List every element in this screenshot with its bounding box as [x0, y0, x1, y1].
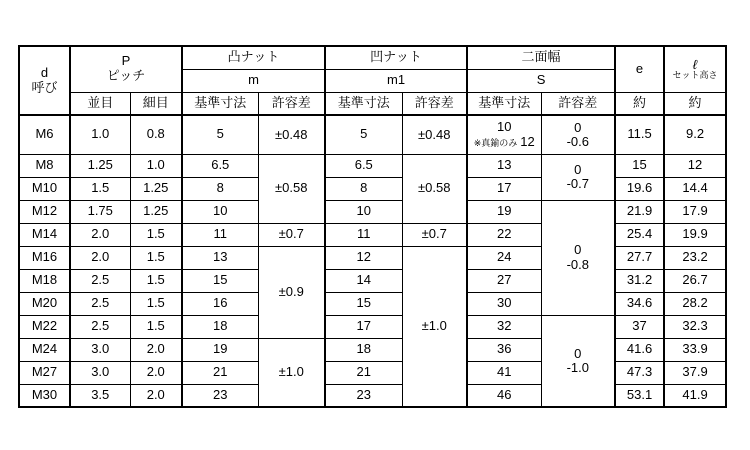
- table-row: [19, 177, 726, 200]
- header-pitch-label: ピッチ: [106, 68, 146, 84]
- brass-only-value: 12: [520, 134, 535, 150]
- header-m1-symbol: m1: [325, 69, 467, 92]
- cell-set-height: 12: [664, 154, 726, 177]
- table-row: [19, 223, 726, 246]
- cell-pitch-fine: 0.8: [130, 115, 182, 154]
- tolerance-line: -0.7: [566, 176, 589, 191]
- header-set-height-symbol: ℓ: [692, 56, 698, 72]
- cell-set-height: 26.7: [664, 269, 726, 292]
- table-row: [19, 269, 726, 292]
- cell-m-base: 13: [182, 246, 258, 269]
- cell-set-height: 23.2: [664, 246, 726, 269]
- cell-e: 11.5: [615, 115, 664, 154]
- table-row: [19, 246, 726, 269]
- cell-s-tolerance: [541, 115, 615, 154]
- cell-pitch-fine: 1.5: [130, 269, 182, 292]
- tolerance-line: -0.6: [566, 133, 589, 149]
- cell-pitch-coarse: 3.0: [70, 361, 130, 384]
- header-d: [19, 46, 70, 115]
- tolerance-line: ±0.48: [275, 126, 308, 142]
- cell-set-height: 41.9: [664, 384, 726, 407]
- header-width-across-flats: 二面幅: [467, 46, 615, 69]
- header-pitch-fine: 細目: [130, 92, 182, 115]
- tolerance-line: ±0.58: [418, 180, 451, 196]
- table-row: [19, 361, 726, 384]
- cell-e: 31.2: [615, 269, 664, 292]
- cell-m1-base: 17: [325, 315, 402, 338]
- cell-m1-base: 6.5: [325, 154, 402, 177]
- tolerance-line: ±0.48: [418, 126, 451, 142]
- header-row-groups: [19, 46, 726, 69]
- cell-s-base: [467, 115, 541, 154]
- brass-only-note: ※真鍮のみ: [473, 138, 518, 149]
- cell-pitch-fine: 1.25: [130, 200, 182, 223]
- cell-size: M20: [19, 292, 70, 315]
- cell-size: M18: [19, 269, 70, 292]
- tolerance-line: -1.0: [566, 359, 589, 375]
- table-row: [19, 338, 726, 361]
- tolerance-line: ±1.0: [278, 364, 304, 380]
- spec-table-container: [18, 45, 727, 408]
- tolerance-line: ±0.9: [278, 283, 304, 299]
- cell-e: 34.6: [615, 292, 664, 315]
- header-s-tolerance: 許容差: [541, 92, 615, 115]
- cell-m-base: 19: [182, 338, 258, 361]
- cell-s-base: 22: [467, 223, 541, 246]
- tolerance-line: ±1.0: [421, 318, 447, 334]
- cell-pitch-fine: 1.0: [130, 154, 182, 177]
- tolerance-line: -0.8: [566, 256, 589, 272]
- header-m-symbol: m: [182, 69, 325, 92]
- cell-size: M12: [19, 200, 70, 223]
- tolerance-line: ±0.58: [275, 180, 308, 196]
- cell-set-height: 32.3: [664, 315, 726, 338]
- cell-e: 25.4: [615, 223, 664, 246]
- table-header: [19, 46, 726, 115]
- tolerance-line: 0: [574, 119, 582, 135]
- cell-s-base: 27: [467, 269, 541, 292]
- cell-s-base: 19: [467, 200, 541, 223]
- tolerance-line: 0: [574, 345, 582, 361]
- cell-m-base: 11: [182, 223, 258, 246]
- cell-pitch-fine: 2.0: [130, 384, 182, 407]
- header-pitch-coarse: 並目: [70, 92, 130, 115]
- cell-size: M24: [19, 338, 70, 361]
- cell-pitch-coarse: 2.5: [70, 269, 130, 292]
- table-row: [19, 115, 726, 154]
- header-e-approx: 約: [615, 92, 664, 115]
- cell-m-base: 8: [182, 177, 258, 200]
- cell-m1-base: 23: [325, 384, 402, 407]
- cell-m-base: 15: [182, 269, 258, 292]
- cell-pitch-coarse: 3.0: [70, 338, 130, 361]
- cell-s-tolerance: [541, 154, 615, 200]
- table-row: [19, 154, 726, 177]
- cell-m-tolerance: [258, 338, 325, 407]
- cell-pitch-coarse: 1.25: [70, 154, 130, 177]
- cell-e: 15: [615, 154, 664, 177]
- cell-e: 47.3: [615, 361, 664, 384]
- cell-e: 27.7: [615, 246, 664, 269]
- header-m-tolerance: 許容差: [258, 92, 325, 115]
- header-s-base: 基準寸法: [467, 92, 541, 115]
- cell-pitch-fine: 1.5: [130, 315, 182, 338]
- cell-pitch-coarse: 2.5: [70, 292, 130, 315]
- header-m1-tolerance: 許容差: [402, 92, 467, 115]
- header-row-subcolumns: [19, 92, 726, 115]
- table-row: [19, 292, 726, 315]
- cell-m1-tolerance: [402, 223, 467, 246]
- cell-m-tolerance: [258, 223, 325, 246]
- tolerance-line: 0: [574, 161, 582, 177]
- cell-pitch-coarse: 3.5: [70, 384, 130, 407]
- cell-pitch-coarse: 2.0: [70, 246, 130, 269]
- cell-m1-base: 12: [325, 246, 402, 269]
- cell-s-tolerance: [541, 315, 615, 407]
- cell-size: M22: [19, 315, 70, 338]
- cell-pitch-fine: 1.25: [130, 177, 182, 200]
- cell-m1-tolerance: [402, 246, 467, 407]
- cell-pitch-coarse: 1.5: [70, 177, 130, 200]
- cell-pitch-fine: 1.5: [130, 292, 182, 315]
- table-row: [19, 384, 726, 407]
- cell-m-base: 23: [182, 384, 258, 407]
- cell-size: M27: [19, 361, 70, 384]
- tolerance-line: 0: [574, 242, 582, 258]
- cell-pitch-fine: 2.0: [130, 361, 182, 384]
- cell-m1-tolerance: [402, 115, 467, 154]
- cell-pitch-fine: 2.0: [130, 338, 182, 361]
- cell-set-height: 17.9: [664, 200, 726, 223]
- header-pitch-symbol: P: [121, 53, 131, 69]
- table-row: [19, 315, 726, 338]
- cell-s-base: 13: [467, 154, 541, 177]
- cell-pitch-coarse: 1.75: [70, 200, 130, 223]
- cell-m1-base: 5: [325, 115, 402, 154]
- cell-pitch-coarse: 2.5: [70, 315, 130, 338]
- tolerance-line: ±0.7: [278, 226, 304, 242]
- tolerance-line: ±0.7: [421, 226, 447, 242]
- cell-m-base: 16: [182, 292, 258, 315]
- cell-pitch-coarse: 1.0: [70, 115, 130, 154]
- cell-m-tolerance: [258, 246, 325, 338]
- header-m1-base: 基準寸法: [325, 92, 402, 115]
- cell-m-tolerance: [258, 154, 325, 223]
- cell-s-base: 32: [467, 315, 541, 338]
- cell-size: M10: [19, 177, 70, 200]
- cell-m1-base: 8: [325, 177, 402, 200]
- table-row: [19, 200, 726, 223]
- cell-m1-tolerance: [402, 154, 467, 223]
- cell-e: 37: [615, 315, 664, 338]
- cell-m1-base: 21: [325, 361, 402, 384]
- header-set-height-approx: 約: [664, 92, 726, 115]
- cell-set-height: 14.4: [664, 177, 726, 200]
- header-convex-nut: 凸ナット: [182, 46, 325, 69]
- cell-set-height: 9.2: [664, 115, 726, 154]
- cell-pitch-coarse: 2.0: [70, 223, 130, 246]
- cell-set-height: 28.2: [664, 292, 726, 315]
- cell-m1-base: 15: [325, 292, 402, 315]
- cell-s-base: 17: [467, 177, 541, 200]
- cell-size: M8: [19, 154, 70, 177]
- cell-e: 41.6: [615, 338, 664, 361]
- s-base-main: 10: [497, 119, 512, 135]
- cell-m-base: 21: [182, 361, 258, 384]
- cell-size: M16: [19, 246, 70, 269]
- cell-e: 21.9: [615, 200, 664, 223]
- cell-set-height: 33.9: [664, 338, 726, 361]
- cell-m-base: 6.5: [182, 154, 258, 177]
- cell-set-height: 37.9: [664, 361, 726, 384]
- s-base-note-line: [468, 135, 541, 149]
- cell-m-base: 10: [182, 200, 258, 223]
- cell-m1-base: 14: [325, 269, 402, 292]
- cell-s-base: 46: [467, 384, 541, 407]
- cell-m1-base: 10: [325, 200, 402, 223]
- header-concave-nut: 凹ナット: [325, 46, 467, 69]
- cell-m-base: 5: [182, 115, 258, 154]
- cell-m1-base: 11: [325, 223, 402, 246]
- header-set-height: [664, 46, 726, 92]
- table-body: [19, 115, 726, 407]
- cell-m-tolerance: [258, 115, 325, 154]
- nut-spec-table: [18, 45, 727, 408]
- header-m-base: 基準寸法: [182, 92, 258, 115]
- cell-e: 53.1: [615, 384, 664, 407]
- cell-e: 19.6: [615, 177, 664, 200]
- header-e: e: [615, 46, 664, 92]
- cell-m1-base: 18: [325, 338, 402, 361]
- cell-s-base: 30: [467, 292, 541, 315]
- cell-s-tolerance: [541, 200, 615, 315]
- cell-size: M14: [19, 223, 70, 246]
- cell-s-base: 24: [467, 246, 541, 269]
- cell-m-base: 18: [182, 315, 258, 338]
- cell-s-base: 36: [467, 338, 541, 361]
- cell-size: M30: [19, 384, 70, 407]
- header-pitch: [70, 46, 182, 92]
- header-d-symbol: d: [40, 64, 49, 80]
- header-s-symbol: S: [467, 69, 615, 92]
- cell-set-height: 19.9: [664, 223, 726, 246]
- header-set-height-label: セット高さ: [672, 69, 718, 80]
- cell-pitch-fine: 1.5: [130, 246, 182, 269]
- cell-size: M6: [19, 115, 70, 154]
- cell-s-base: 41: [467, 361, 541, 384]
- header-d-label: 呼び: [31, 79, 58, 95]
- cell-pitch-fine: 1.5: [130, 223, 182, 246]
